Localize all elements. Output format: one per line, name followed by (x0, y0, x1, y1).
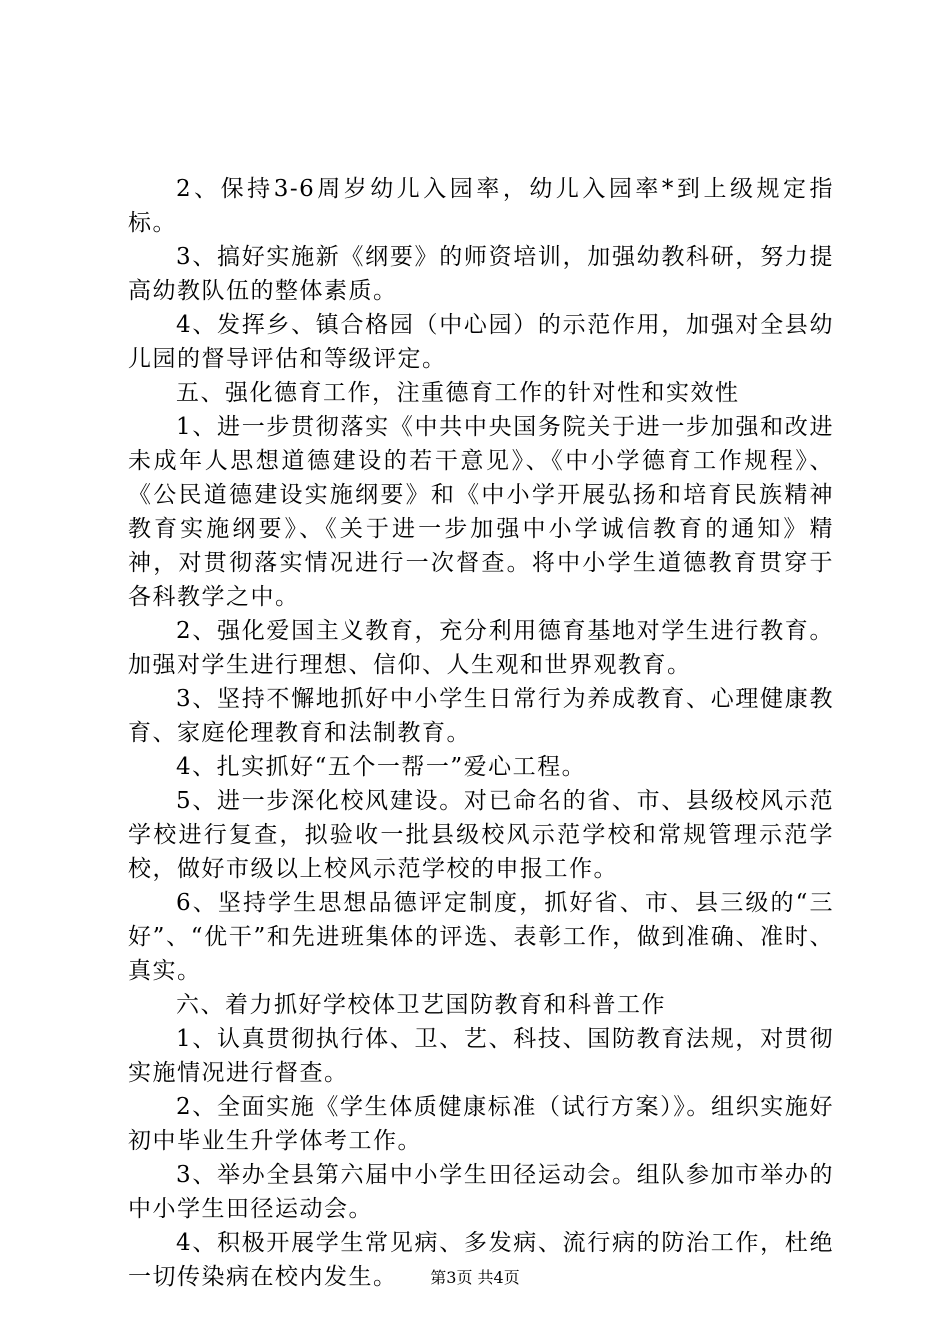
page-footer (0, 1268, 950, 1288)
paragraph-behavior-education: 3、坚持不懈地抓好中小学生日常行为养成教育、心理健康教育、家庭伦理教育和法制教育。 (128, 686, 834, 746)
paragraph-moral-policy: 1、进一步贯彻落实《中共中央国务院关于进一步加强和改进未成年人思想道德建设的若干意见》、《中小学德育工作规程》、《公民道德建设实施纲要》和《中小学开展弘扬和培育民族精神教育实施纲要》、《关于进一步加强中小学诚信教育的通知》精神，对贯彻落实情况进行一次督查。将中小学生道德教育贯穿于各科教学之中。 (128, 414, 834, 610)
paragraph-school-spirit: 5、进一步深化校风建设。对已命名的省、市、县级校风示范学校进行复查，拟验收一批县级校风示范学校和常规管理示范学校，做好市级以上校风示范学校的申报工作。 (128, 788, 834, 882)
paragraph-model-kindergarten: 4、发挥乡、镇合格园（中心园）的示范作用，加强对全县幼儿园的督导评估和等级评定。 (128, 312, 834, 372)
document-body (128, 172, 834, 1294)
section-heading-sports-health: 六、着力抓好学校体卫艺国防教育和科普工作 (176, 992, 666, 1018)
paragraph-disease-prevention: 4、积极开展学生常见病、多发病、流行病的防治工作，杜绝一切传染病在校内发生。 (128, 1230, 834, 1290)
paragraph-fitness-standard: 2、全面实施《学生体质健康标准（试行方案）》。组织实施好初中毕业生升学体考工作。 (128, 1094, 834, 1154)
paragraph-patriotic-education: 2、强化爱国主义教育，充分利用德育基地对学生进行教育。加强对学生进行理想、信仰、人生观和世界观教育。 (128, 618, 834, 678)
section-heading-moral-education: 五、强化德育工作，注重德育工作的针对性和实效性 (176, 380, 740, 406)
paragraph-regulations: 1、认真贯彻执行体、卫、艺、科技、国防教育法规，对贯彻实施情况进行督查。 (128, 1026, 834, 1086)
paragraph-teacher-training: 3、搞好实施新《纲要》的师资培训，加强幼教科研，努力提高幼教队伍的整体素质。 (128, 244, 834, 304)
page-number-label: 第3页 共4页 (430, 1268, 520, 1287)
paragraph-track-meet: 3、举办全县第六届中小学生田径运动会。组队参加市举办的中小学生田径运动会。 (128, 1162, 834, 1222)
paragraph-five-help-project: 4、扎实抓好“五个一帮一”爱心工程。 (176, 754, 587, 780)
paragraph-kindergarten-enrollment: 2、保持3-6周岁幼儿入园率，幼儿入园率*到上级规定指标。 (128, 176, 834, 236)
paragraph-student-evaluation: 6、坚持学生思想品德评定制度，抓好省、市、县三级的“三好”、“优干”和先进班集体的评选、表彰工作，做到准确、准时、真实。 (128, 890, 834, 984)
